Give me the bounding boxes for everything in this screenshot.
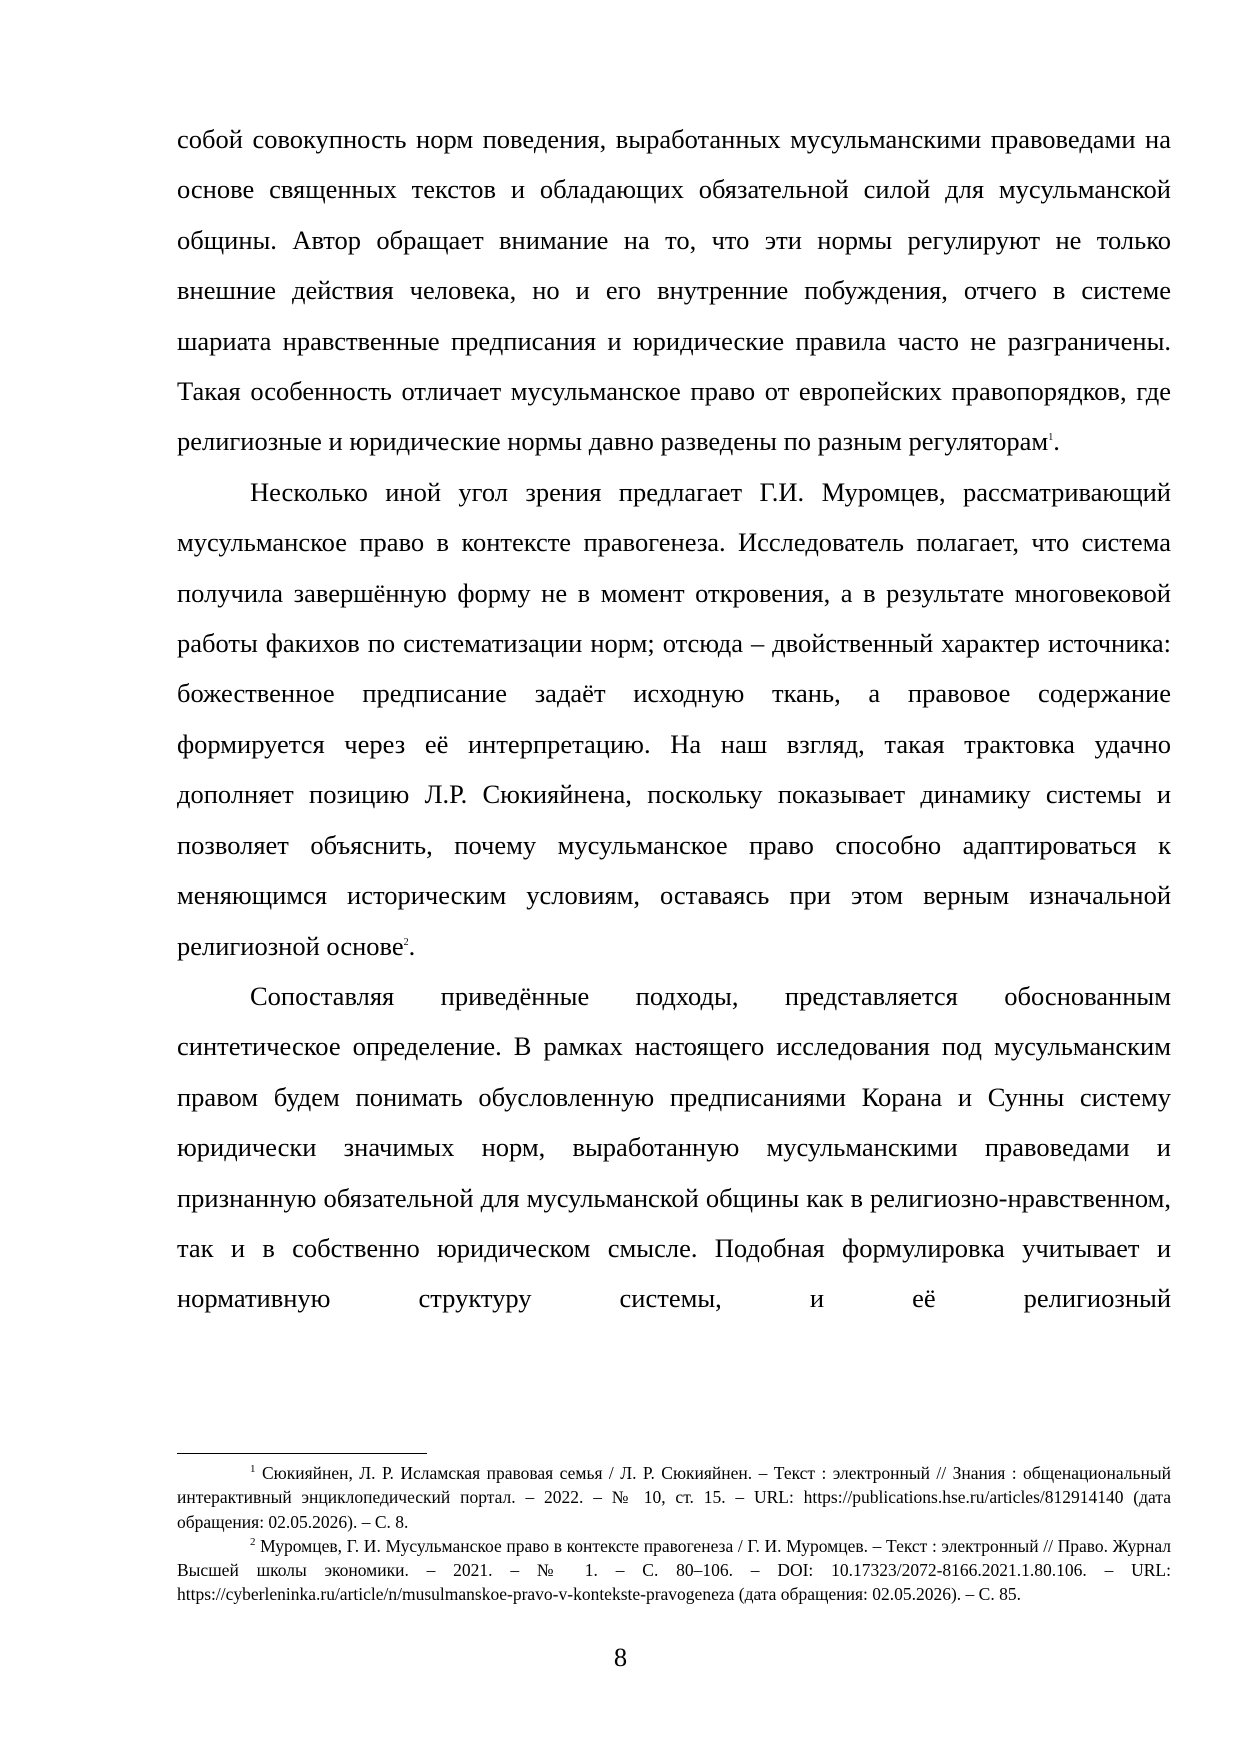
footnote-ref-1[interactable]: 1 <box>1048 432 1054 444</box>
footnote-1-number: 1 <box>250 1463 256 1475</box>
footnote-2 <box>177 1534 1171 1607</box>
paragraph-3 <box>177 971 1171 1324</box>
footnote-2-text: Муромцев, Г. И. Мусульманское право в контексте правогенеза / Г. И. Муромцев. – Текст : электронный // Право. Журнал Высшей школы экономики. – 2021. – № 1. – С. 80–106. – DOI: 10.17323/2072-8166.2021.1.80.106. – URL: https://cyberleninka.ru/article/n/musulmanskoe-pravo-v-kontekste-pravogeneza (дата обращения: 02.05.2026). – С. 85. <box>177 1535 1172 1605</box>
footnote-2-number: 2 <box>250 1535 256 1548</box>
footnote-ref-2[interactable]: 2 <box>403 936 409 948</box>
footnote-separator <box>177 1453 427 1454</box>
paragraph-3-text: Сопоставляя приведённые подходы, представляется обоснованным синтетическое определение. В рамках настоящего исследования под мусульманским правом будем понимать обусловленную предписаниями Корана и Сунны систему юридически значимых норм, выработанную мусульманскими правоведами и признанную обязательной для мусульманской общины как в религиозно-нравственном, так и в собственно юридическом смысле. Подобная формулировка учитывает и нормативную структуру системы, и её религиозный <box>177 980 1171 1314</box>
footnote-1-text: Сюкияйнен, Л. Р. Исламская правовая семья / Л. Р. Сюкияйнен. – Текст : электронный // Знания : общенациональный интерактивный энциклопедический портал. – 2022. – № 10, ст. 15. – URL: https://publications.hse.ru/articles/812914140 (дата обращения: 02.05.2026). – С. 8. <box>177 1463 1172 1532</box>
paragraph-1-end: . <box>1053 426 1060 457</box>
main-text <box>177 114 1171 1324</box>
page-number: 8 <box>613 1642 628 1672</box>
paragraph-2-text: Несколько иной угол зрения предлагает Г.И. Муромцев, рассматривающий мусульманское право в контексте правогенеза. Исследователь полагает, что система получила завершённую форму не в момент откровения, а в результате многовековой работы факихов по систематизации норм; отсюда – двойственный характер источника: божественное предписание задаёт исходную ткань, а правовое содержание формируется через её интерпретацию. На наш взгляд, такая трактовка удачно дополняет позицию Л.Р. Сюкияйнена, поскольку показывает динамику системы и позволяет объяснить, почему мусульманское право способно адаптироваться к меняющимся историческим условиям, оставаясь при этом верным изначальной религиозной основе <box>177 476 1171 961</box>
footnote-1 <box>177 1461 1171 1534</box>
paragraph-2-end: . <box>408 930 416 961</box>
footnotes <box>177 1461 1171 1607</box>
paragraph-1 <box>177 114 1171 467</box>
paragraph-2 <box>177 467 1171 971</box>
paragraph-1-text: собой совокупность норм поведения, выработанных мусульманскими правоведами на основе священных текстов и обладающих обязательной силой для мусульманской общины. Автор обращает внимание на то, что эти нормы регулируют не только внешние действия человека, но и его внутренние побуждения, отчего в системе шариата нравственные предписания и юридические правила часто не разграничены. Такая особенность отличает мусульманское право от европейских правопорядков, где религиозные и юридические нормы давно разведены по разным регуляторам <box>177 124 1171 457</box>
